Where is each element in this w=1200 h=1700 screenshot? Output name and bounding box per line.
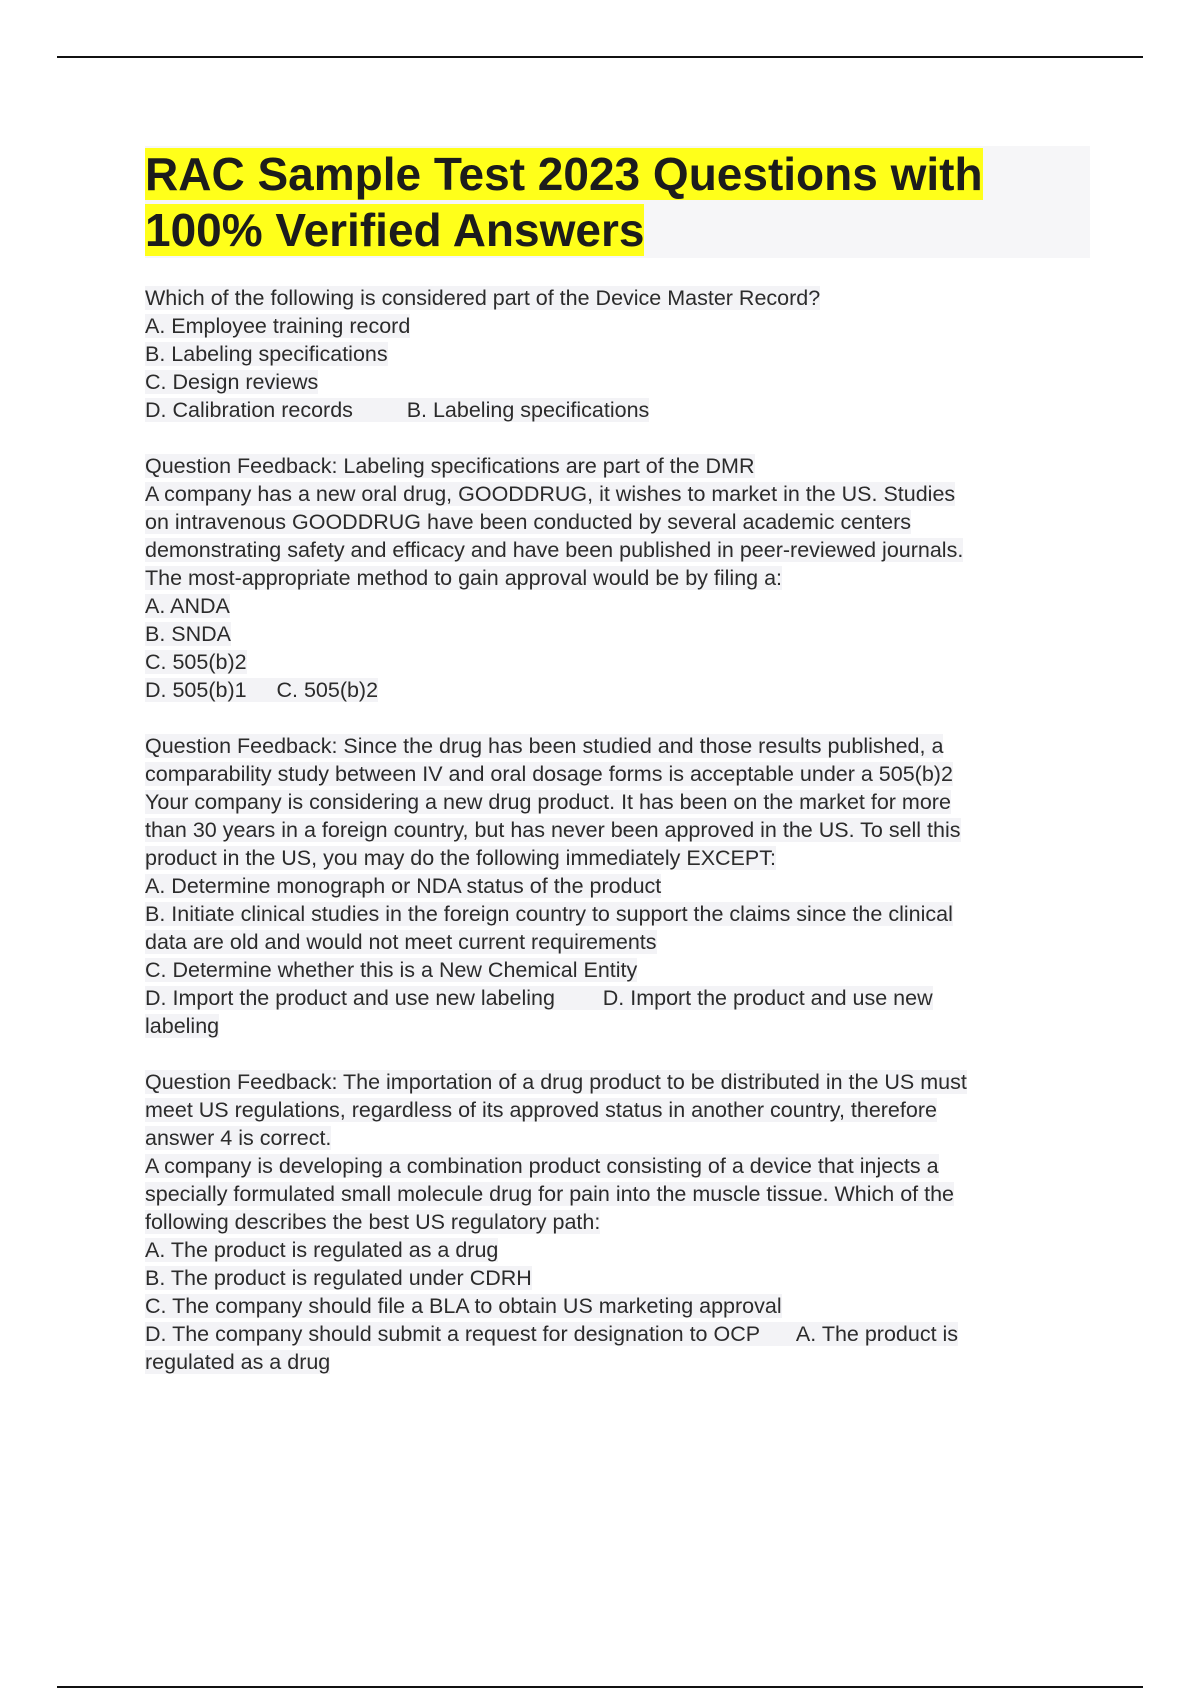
bottom-rule: [57, 1686, 1143, 1688]
option-d: D. Calibration records: [145, 398, 353, 422]
question-text: Which of the following is considered part of the Device Master Record?: [145, 286, 821, 310]
feedback-text: Question Feedback: Since the drug has been studied and those results published, a: [145, 734, 944, 758]
question-text: A company has a new oral drug, GOODDRUG, it wishes to market in the US. Studies: [145, 482, 956, 506]
document-body: [145, 146, 1090, 1376]
feedback-text: meet US regulations, regardless of its approved status in another country, therefore: [145, 1098, 937, 1122]
feedback-text: Question Feedback: The importation of a drug product to be distributed in the US must: [145, 1070, 967, 1094]
question-text: product in the US, you may do the following immediately EXCEPT:: [145, 846, 776, 870]
question-text: demonstrating safety and efficacy and have been published in peer-reviewed journals.: [145, 538, 964, 562]
option-a: A. The product is regulated as a drug: [145, 1238, 499, 1262]
option-c: C. Determine whether this is a New Chemical Entity: [145, 958, 638, 982]
option-b: B. The product is regulated under CDRH: [145, 1266, 532, 1290]
feedback-text: comparability study between IV and oral dosage forms is acceptable under a 505(b)2: [145, 762, 953, 786]
question-text: Your company is considering a new drug product. It has been on the market for more: [145, 790, 951, 814]
option-d-with-answer: [145, 984, 1090, 1012]
answer: D. Import the product and use new: [602, 986, 933, 1010]
question-text: on intravenous GOODDRUG have been conducted by several academic centers: [145, 510, 912, 534]
title-line-1: RAC Sample Test 2023 Questions with: [145, 148, 983, 200]
page-title: [145, 146, 1090, 258]
option-d-with-answer: [145, 676, 1090, 704]
title-block: [145, 146, 1090, 258]
option-b: B. Initiate clinical studies in the foreign country to support the claims since the clinical: [145, 902, 953, 926]
option-c: C. 505(b)2: [145, 650, 247, 674]
answer: A. The product is: [795, 1322, 959, 1346]
option-d-with-answer: [145, 396, 1090, 424]
spacer: [145, 704, 1090, 732]
option-a: A. ANDA: [145, 594, 230, 618]
question-block-4: [145, 1068, 1090, 1376]
answer-cont: labeling: [145, 1014, 220, 1038]
answer: C. 505(b)2: [276, 678, 379, 702]
question-text: specially formulated small molecule drug for pain into the muscle tissue. Which of the: [145, 1182, 955, 1206]
option-c: C. Design reviews: [145, 370, 319, 394]
top-rule: [57, 56, 1143, 58]
option-d: D. The company should submit a request for designation to OCP: [145, 1322, 761, 1346]
option-d: D. Import the product and use new labeling: [145, 986, 555, 1010]
title-line-2: 100% Verified Answers: [145, 204, 645, 256]
spacer: [145, 1040, 1090, 1068]
question-block-2: [145, 452, 1090, 704]
option-b-cont: data are old and would not meet current requirements: [145, 930, 657, 954]
option-a: A. Employee training record: [145, 314, 411, 338]
option-c: C. The company should file a BLA to obtain US marketing approval: [145, 1294, 782, 1318]
option-d: D. 505(b)1: [145, 678, 247, 702]
question-block-1: [145, 284, 1090, 424]
feedback-text: answer 4 is correct.: [145, 1126, 332, 1150]
feedback-text: Question Feedback: Labeling specifications are part of the DMR: [145, 454, 755, 478]
answer: B. Labeling specifications: [406, 398, 650, 422]
question-text: The most-appropriate method to gain approval would be by filing a:: [145, 566, 783, 590]
question-block-3: [145, 732, 1090, 1040]
option-b: B. Labeling specifications: [145, 342, 388, 366]
option-b: B. SNDA: [145, 622, 232, 646]
option-a: A. Determine monograph or NDA status of the product: [145, 874, 662, 898]
answer-cont: regulated as a drug: [145, 1350, 331, 1374]
question-text: following describes the best US regulatory path:: [145, 1210, 601, 1234]
option-d-with-answer: [145, 1320, 1090, 1348]
spacer: [145, 424, 1090, 452]
question-text: than 30 years in a foreign country, but has never been approved in the US. To sell this: [145, 818, 961, 842]
question-text: A company is developing a combination product consisting of a device that injects a: [145, 1154, 939, 1178]
